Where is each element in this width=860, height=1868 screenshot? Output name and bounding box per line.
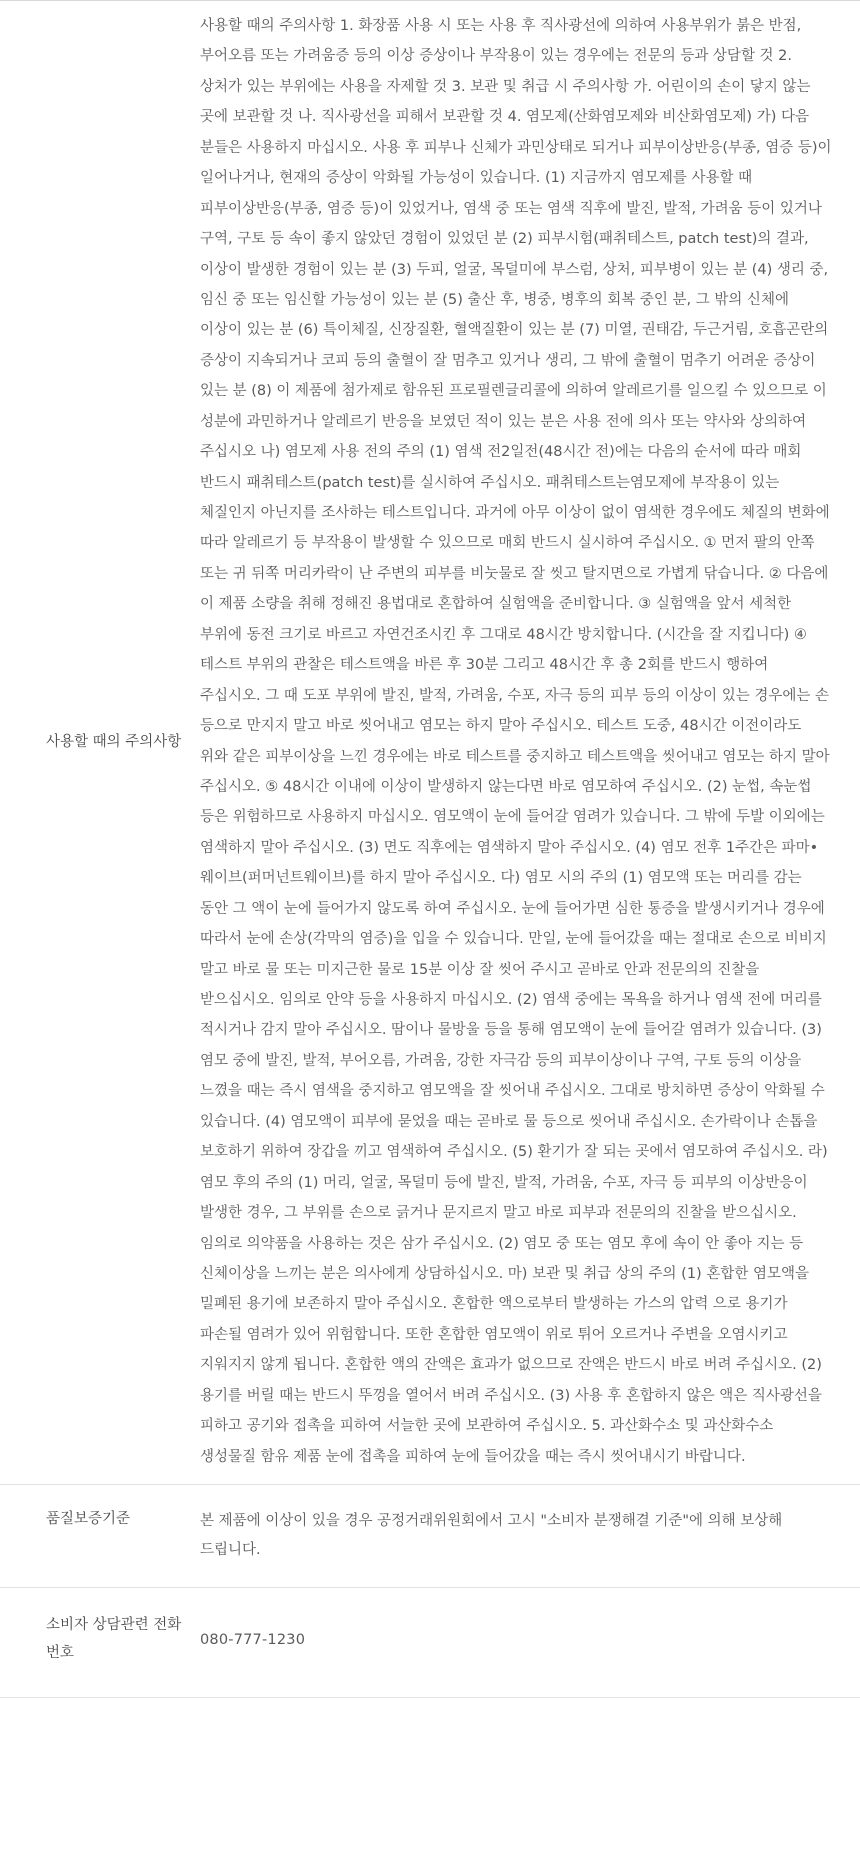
spec-value-consumer-phone <box>200 1588 860 1698</box>
caution-text: 사용할 때의 주의사항 1. 화장품 사용 시 또는 사용 후 직사광선에 의하여 사용부위가 붉은 반점, 부어오름 또는 가려움증 등의 이상 증상이나 부작용이 있는 경우에는 전문의 등과 상담할 것 2. 상처가 있는 부위에는 사용을 자제할 것 3. 보관 및 취급 시 주의사항 가. 어린이의 손이 닿지 않는 곳에 보관할 것 나. 직사광선을 피해서 보관할 것 4. 염모제(산화염모제와 비산화염모제) 가) 다음 분들은 사용하지 마십시오. 사용 후 피부나 신체가 과민상태로 되거나 피부이상반응(부종, 염증 등)이 일어나거나, 현재의 증상이 악화될 가능성이 있습니다. (1) 지금까지 염모제를 사용할 때 피부이상반응(부종, 염증 등)이 있었거나, 염색 중 또는 염색 직후에 발진, 발적, 가려움 등이 있거나 구역, 구토 등 속이 좋지 않았던 경험이 있었던 분 (2) 피부시험(패취테스트, patch test)의 결과, 이상이 발생한 경험이 있는 분 (3) 두피, 얼굴, 목덜미에 부스럼, 상처, 피부병이 있는 분 (4) 생리 중, 임신 중 또는 임신할 가능성이 있는 분 (5) 출산 후, 병중, 병후의 회복 중인 분, 그 밖의 신체에 이상이 있는 분 (6) 특이체질, 신장질환, 혈액질환이 있는 분 (7) 미열, 권태감, 두근거림, 호흡곤란의 증상이 지속되거나 코피 등의 출혈이 잘 멈추고 있거나 생리, 그 밖에 출혈이 멈추기 어려운 증상이 있는 분 (8) 이 제품에 첨가제로 함유된 프로필렌글리콜에 의하여 알레르기를 일으킬 수 있으므로 이 성분에 과민하거나 알레르기 반응을 보였던 적이 있는 분은 사용 전에 의사 또는 약사와 상의하여 주십시오 나) 염모제 사용 전의 주의 (1) 염색 전2일전(48시간 전)에는 다음의 순서에 따라 매회 반드시 패취테스트(patch test)를 실시하여 주십시오. 패취테스트는염모제에 부작용이 있는 체질인지 아닌지를 조사하는 테스트입니다. 과거에 아무 이상이 없이 염색한 경우에도 체질의 변화에 따라 알레르기 등 부작용이 발생할 수 있으므로 매회 반드시 실시하여 주십시오. ① 먼저 팔의 안쪽 또는 귀 뒤쪽 머리카락이 난 주변의 피부를 비눗물로 잘 씻고 탈지면으로 가볍게 닦습니다. ② 다음에 이 제품 소량을 취해 정해진 용법대로 혼합하여 실험액을 준비합니다. ③ 실험액을 앞서 세척한 부위에 동전 크기로 바르고 자연건조시킨 후 그대로 48시간 방치합니다. (시간을 잘 지킵니다) ④ 테스트 부위의 관찰은 테스트액을 바른 후 30분 그리고 48시간 후 총 2회를 반드시 행하여 주십시오. 그 때 도포 부위에 발진, 발적, 가려움, 수포, 자극 등의 피부 등의 이상이 있는 경우에는 손 등으로 만지지 말고 바로 씻어내고 염모는 하지 말아 주십시오. 테스트 도중, 48시간 이전이라도 위와 같은 피부이상을 느낀 경우에는 바로 테스트를 중지하고 테스트액을 씻어내고 염모는 하지 말아 주십시오. ⑤ 48시간 이내에 이상이 발생하지 않는다면 바로 염모하여 주십시오. (2) 눈썹, 속눈썹 등은 위험하므로 사용하지 마십시오. 염모액이 눈에 들어갈 염려가 있습니다. 그 밖에 두발 이외에는 염색하지 말아 주십시오. (3) 면도 직후에는 염색하지 말아 주십시오. (4) 염모 전후 1주간은 파마•웨이브(퍼머넌트웨이브)를 하지 말아 주십시오. 다) 염모 시의 주의 (1) 염모액 또는 머리를 감는 동안 그 액이 눈에 들어가지 않도록 하여 주십시오. 눈에 들어가면 심한 통증을 발생시키거나 경우에 따라서 눈에 손상(각막의 염증)을 입을 수 있습니다. 만일, 눈에 들어갔을 때는 절대로 손으로 비비지 말고 바로 물 또는 미지근한 물로 15분 이상 잘 씻어 주시고 곧바로 안과 전문의의 진찰을 받으십시오. 임의로 안약 등을 사용하지 마십시오. (2) 염색 중에는 목욕을 하거나 염색 전에 머리를 적시거나 감지 말아 주십시오. 땀이나 물방울 등을 통해 염모액이 눈에 들어갈 염려가 있습니다. (3) 염모 중에 발진, 발적, 부어오름, 가려움, 강한 자극감 등의 피부이상이나 구역, 구토 등의 이상을 느꼈을 때는 즉시 염색을 중지하고 염모액을 잘 씻어내 주십시오. 그대로 방치하면 증상이 악화될 수 있습니다. (4) 염모액이 피부에 묻었을 때는 곧바로 물 등으로 씻어내 주십시오. 손가락이나 손톱을 보호하기 위하여 장갑을 끼고 염색하여 주십시오. (5) 환기가 잘 되는 곳에서 염모하여 주십시오. 라) 염모 후의 주의 (1) 머리, 얼굴, 목덜미 등에 발진, 발적, 가려움, 수포, 자극 등 피부의 이상반응이 발생한 경우, 그 부위를 손으로 긁거나 문지르지 말고 바로 피부과 전문의의 진찰을 받으십시오. 임의로 의약품을 사용하는 것은 삼가 주십시오. (2) 염모 중 또는 염모 후에 속이 안 좋아 지는 등 신체이상을 느끼는 분은 의사에게 상담하십시오. 마) 보관 및 취급 상의 주의 (1) 혼합한 염모액을 밀폐된 용기에 보존하지 말아 주십시오. 혼합한 액으로부터 발생하는 가스의 압력 으로 용기가 파손될 염려가 있어 위험합니다. 또한 혼합한 염모액이 위로 튀어 오르거나 주변을 오염시키고 지워지지 않게 됩니다. 혼합한 액의 잔액은 효과가 없으므로 잔액은 반드시 바로 버려 주십시오. (2) 용기를 버릴 때는 반드시 뚜껑을 열어서 버려 주십시오. (3) 사용 후 혼합하지 않은 액은 직사광선을 피하고 공기와 접촉을 피하여 서늘한 곳에 보관하여 주십시오. 5. 과산화수소 및 과산화수소 생성물질 함유 제품 눈에 접촉을 피하여 눈에 들어갔을 때는 즉시 씻어내시기 바랍니다. <box>200 18 832 1465</box>
table-row-warranty <box>0 1485 860 1588</box>
warranty-text: 본 제품에 이상이 있을 경우 공정거래위원회에서 고시 "소비자 분쟁해결 기준"에 의해 보상해 드립니다. <box>200 1513 783 1558</box>
spec-value-warranty <box>200 1485 860 1588</box>
table-row-consumer-phone <box>0 1588 860 1698</box>
spec-label-warranty: 품질보증기준 <box>46 1511 131 1527</box>
spec-value-caution <box>200 1 860 1485</box>
spec-label-caution: 사용할 때의 주의사항 <box>46 733 182 750</box>
table-row-caution <box>0 1 860 1485</box>
spec-label-consumer-phone: 소비자 상담관련 전화번호 <box>46 1617 182 1661</box>
consumer-phone-number: 080-777-1230 <box>200 1632 306 1648</box>
